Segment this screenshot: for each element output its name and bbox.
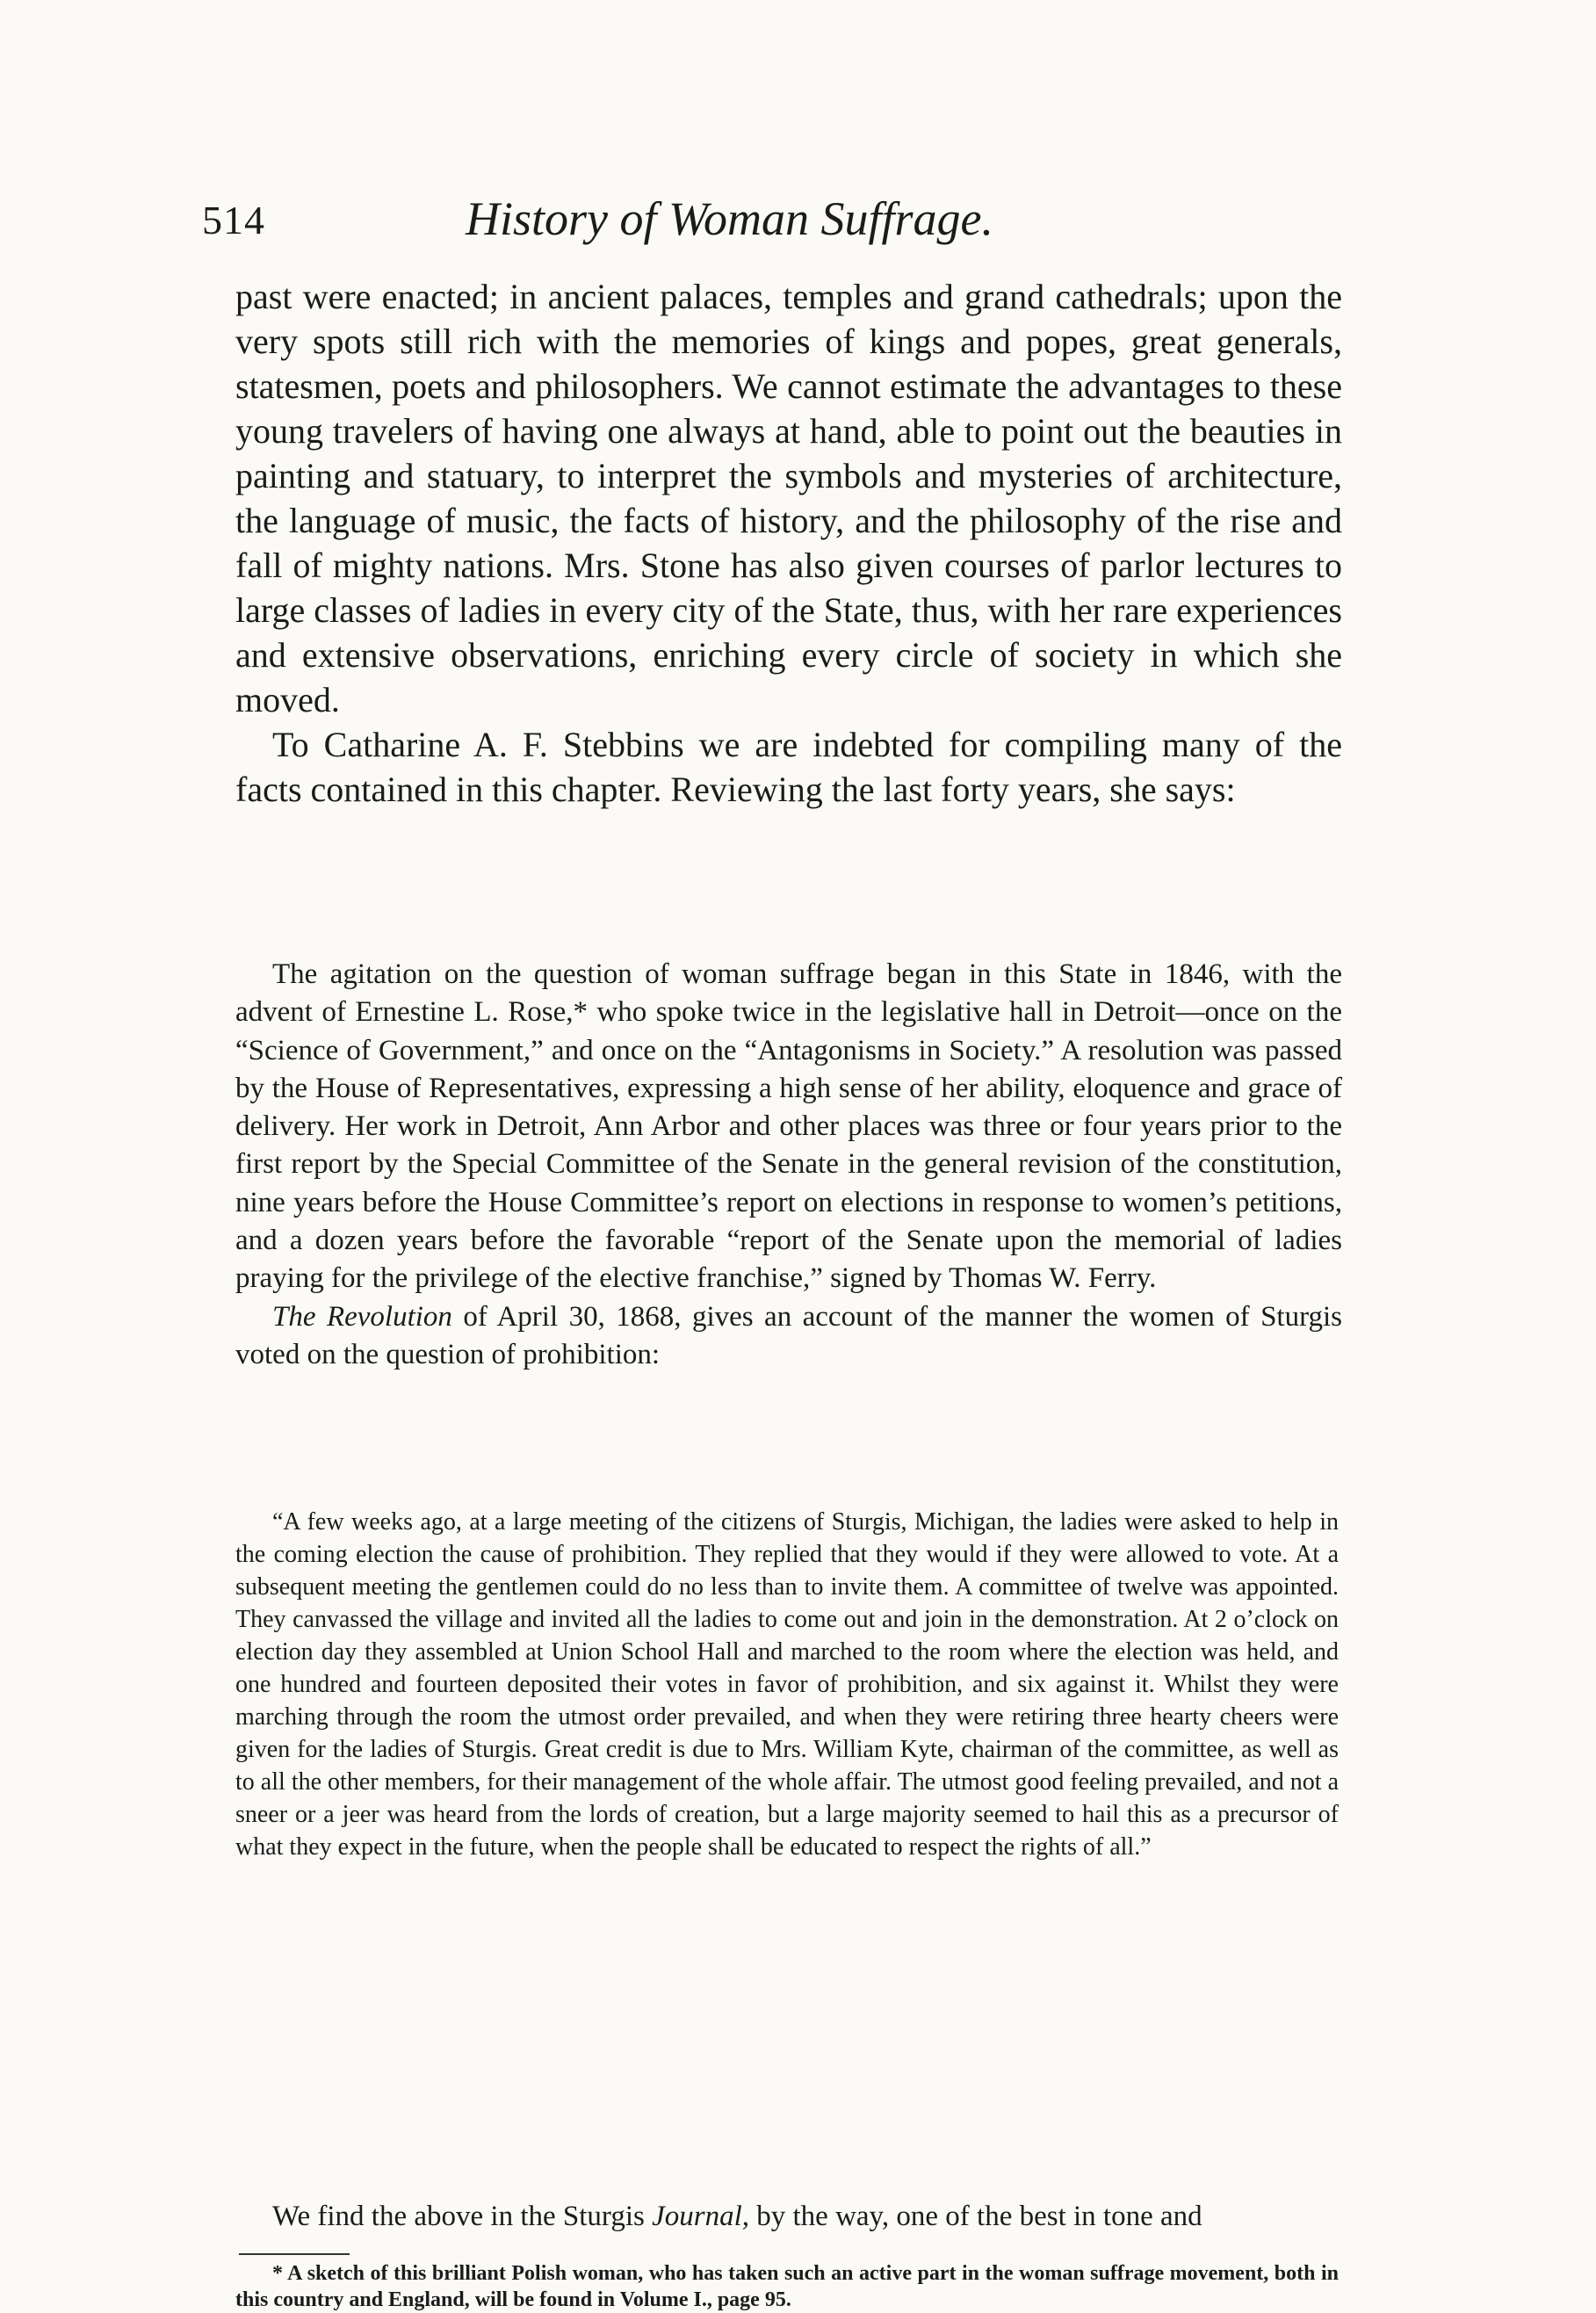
main-text — [235, 274, 1342, 812]
page-header — [202, 192, 1195, 253]
footnote — [235, 2260, 1339, 2313]
revolution-title: The Revolution — [272, 1300, 452, 1333]
block-quote — [235, 956, 1342, 1374]
main-paragraph-1: past were enacted; in ancient palaces, temples and grand cathedrals; upon the very spots still rich with the memories of kings and popes, great generals, statesmen, poets and philosophers. We cannot estimate the advantages to these young travelers of having one always at hand, able to point out the beauties in painting and statuary, to interpret the symbols and mysteries of architecture, the language of music, the facts of history, and the philosophy of the rise and fall of mighty nations. Mrs. Stone has also given courses of parlor lectures to large classes of ladies in every city of the State, thus, with her rare experiences and extensive observations, enriching every circle of society in which she moved. — [235, 277, 1342, 719]
journal-title: Journal, — [652, 2201, 749, 2232]
main-paragraph-2: To Catharine A. F. Stebbins we are indebted for compiling many of the facts contained in this chapter. Reviewing the last forty years, she says: — [235, 725, 1342, 809]
footnote-divider — [239, 2253, 350, 2255]
quote-paragraph-2: The Revolution of April 30, 1868, gives an account of the manner the women of Sturgis voted on the question of prohibition: — [235, 1300, 1342, 1370]
footnote-text: * A sketch of this brilliant Polish woman, who has taken such an active part in the woman suffrage movement, both in this country and England, will be found in Volume I., page 95. — [235, 2262, 1339, 2311]
closing-line: We find the above in the Sturgis Journal, by the way, one of the best in tone and — [272, 2201, 1202, 2232]
page-number: 514 — [202, 198, 265, 242]
inner-quote-paragraph: “A few weeks ago, at a large meeting of the citizens of Sturgis, Michigan, the ladies were asked to help in the coming election the cause of prohibition. They replied that they would if they were allowed to vote. At a subsequent meeting the gentlemen could do no less than to invite them. A committee of twelve was appointed. They canvassed the village and invited all the ladies to come out and join in the demonstration. At 2 o’clock on election day they assembled at Union School Hall and marched to the room where the election was held, and one hundred and fourteen deposited their votes in favor of prohibition, and six against it. Whilst they were marching through the room the utmost order prevailed, and when they were retiring three hearty cheers were given for the ladies of Sturgis. Great credit is due to Mrs. William Kyte, chairman of the committee, as well as to all the other members, for their management of the whole affair. The utmost good feeling prevailed, and not a sneer or a jeer was heard from the lords of creation, but a large majority seemed to hail this as a precursor of what they expect in the future, when the people shall be educated to respect the rights of all.” — [235, 1508, 1339, 1861]
inner-quote — [235, 1506, 1339, 1863]
quote-paragraph-1: The agitation on the question of woman suffrage began in this State in 1846, with the advent of Ernestine L. Rose,* who spoke twice in the legislative hall in Detroit—once on the “Science of Government,” and once on the “Antagonisms in Society.” A resolution was passed by the House of Representatives, expressing a high sense of her ability, eloquence and grace of delivery. Her work in Detroit, Ann Arbor and other places was three or four years prior to the first report by the Special Committee of the Senate in the general revision of the constitution, nine years before the House Committee’s report on elections in response to women’s petitions, and a dozen years before the favorable “report of the Senate upon the memorial of ladies praying for the privilege of the elective franchise,” signed by Thomas W. Ferry. — [235, 958, 1342, 1295]
running-head: History of Woman Suffrage. — [466, 192, 994, 245]
